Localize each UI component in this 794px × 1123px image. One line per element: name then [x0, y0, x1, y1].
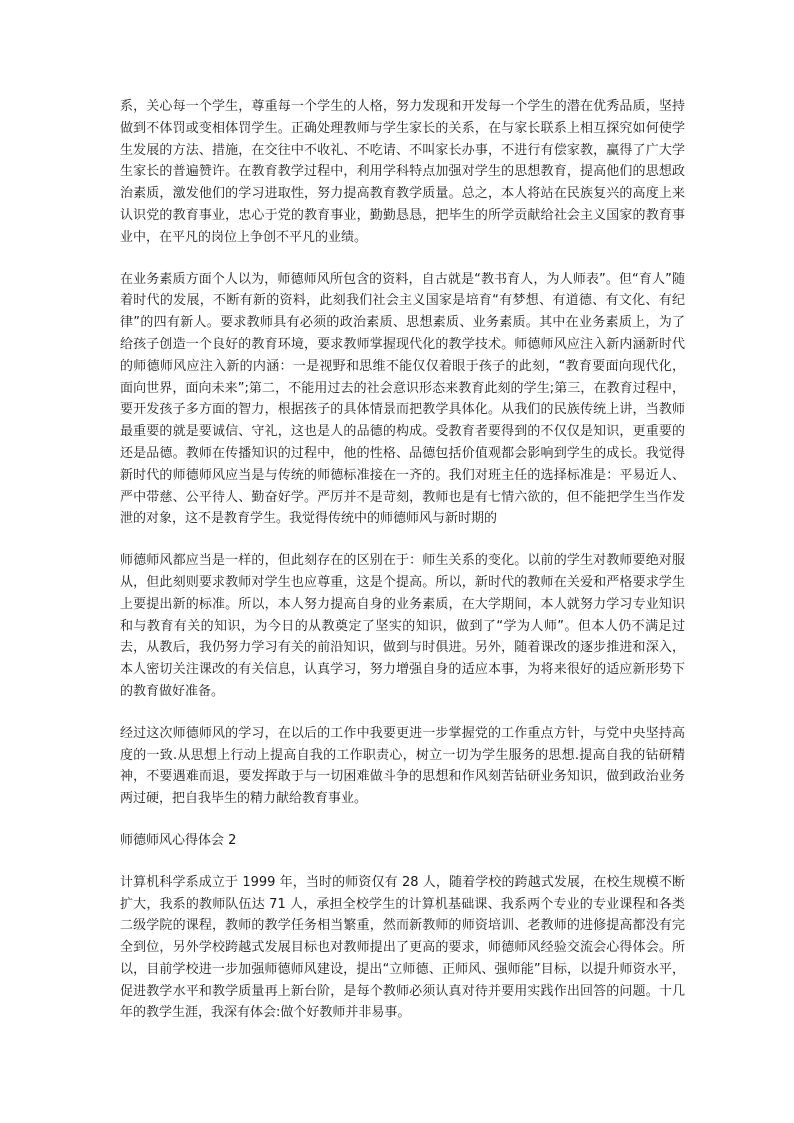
paragraph-5: 计算机科学系成立于 1999 年，当时的师资仅有 28 人，随着学校的跨越式发展，在校生规模不断扩大，我系的教师队伍达 71 人，承担全校学生的计算机基础课、我系两个专业的专业课程和各类二级学院的课程，教师的教学任务相当繁重，然而新教师的师资培训、老教师的进修提高都没有完全到位，另外学校跨越式发展目标也对教师提出了更高的要求，师德师风经验交流会心得体会。所以，目前学校进一步加强师德师风建设，提出“立师德、正师风、强师能”目标，以提升师资水平，促进教学水平和教学质量再上新台阶，是每个教师必须认真对待并要用实践作出回答的问题。十几年的教学生涯，我深有体会:做个好教师并非易事。 [120, 874, 685, 1021]
paragraph-gap [120, 249, 685, 269]
paragraph-4: 经过这次师德师风的学习，在以后的工作中我要更进一步掌握党的工作重点方针，与党中央坚持高度的一致.从思想上行动上提高自我的工作职责心，树立一切为学生服务的思想.提高自我的钻研精神，不要遇难而退，要发挥敢于与一切困难做斗争的思想和作风刻苦钻研业务知识，做到政治业务两过硬，把自我毕生的精力献给教育事业。 [120, 725, 685, 807]
paragraph-gap [120, 852, 685, 872]
section-heading: 师德师风心得体会 2 [120, 832, 237, 848]
paragraph-gap [120, 530, 685, 550]
paragraph-3: 师德师风都应当是一样的，但此刻存在的区别在于：师生关系的变化。以前的学生对教师要绝对服从，但此刻则要求教师对学生也应尊重，这是个提高。所以，新时代的教师在关爱和严格要求学生上要提出新的标准。所以，本人努力提高自身的业务素质，在大学期间，本人就努力学习专业知识和与教育有关的知识，为今日的从教奠定了坚实的知识，做到了“学为人师”。但本人仍不满足过去，从教后，我仍努力学习有关的前沿知识，做到与时俱进。另外，随着课改的逐步推进和深入，本人密切关注课改的有关信息，认真学习，努力增强自身的适应本事，为将来很好的适应新形势下的教育做好准备。 [120, 553, 685, 699]
paragraph-gap [120, 810, 685, 830]
paragraph-gap [120, 703, 685, 723]
paragraph-1: 系，关心每一个学生，尊重每一个学生的人格，努力发现和开发每一个学生的潜在优秀品质，坚持做到不体罚或变相体罚学生。正确处理教师与学生家长的关系，在与家长联系上相互探究如何使学生发展的方法、措施，在交往中不收礼、不吃请、不叫家长办事，不进行有偿家教，赢得了广大学生家长的普遍赞许。在教育教学过程中，利用学科特点加强对学生的思想教育，提高他们的思想政治素质，激发他们的学习进取性，努力提高教育教学质量。总之，本人将站在民族复兴的高度上来认识党的教育事业，忠心于党的教育事业，勤勤恳恳，把毕生的所学贡献给社会主义国家的教育事业中，在平凡的岗位上争创不平凡的业绩。 [120, 99, 685, 245]
document-body [120, 96, 685, 1024]
paragraph-2: 在业务素质方面个人以为，师德师风所包含的资料，自古就是“教书育人，为人师表”。但“育人”随着时代的发展，不断有新的资料，此刻我们社会主义国家是培育“有梦想、有道德、有文化、有纪律”的四有新人。要求教师具有必须的政治素质、思想素质、业务素质。其中在业务素质上，为了给孩子创造一个良好的教育环境，要求教师掌握现代化的教学技术。师德师风应注入新内涵新时代的师德师风应注入新的内涵：一是视野和思维不能仅仅着眼于孩子的此刻，“教育要面向现代化，面向世界，面向未来”;第二，不能用过去的社会意识形态来教育此刻的学生;第三，在教育过程中，要开发孩子多方面的智力，根据孩子的具体情景而把教学具体化。从我们的民族传统上讲，当教师最重要的就是要诚信、守礼，这也是人的品德的构成。受教育者要得到的不仅仅是知识，更重要的还是品德。教师在传播知识的过程中，他的性格、品德包括价值观都会影响到学生的成长。我觉得新时代的师德师风应当是与传统的师德标准接在一齐的。我们对班主任的选择标准是：平易近人、严中带慈、公平待人、勤奋好学。严厉并不是苛刻，教师也是有七情六欲的，但不能把学生当作发泄的对象，这不是教育学生。我觉得传统中的师德师风与新时期的 [120, 271, 685, 527]
